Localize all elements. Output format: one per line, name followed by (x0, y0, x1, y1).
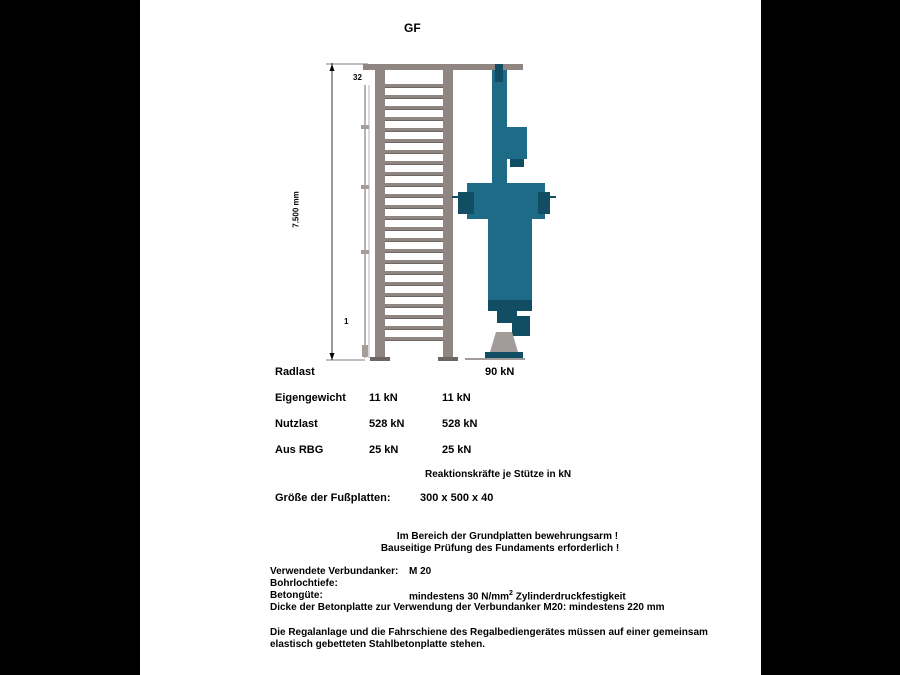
rack-shelf-shadow (385, 285, 443, 286)
rack-shelf-shadow (385, 98, 443, 99)
stacker-crane (452, 64, 556, 360)
rack-shelf-shadow (385, 274, 443, 275)
rack-shelf-shadow (385, 208, 443, 209)
rack-shelf-shadow (385, 241, 443, 242)
rack-shelf-shadow (385, 120, 443, 121)
rack-shelf-shadow (385, 164, 443, 165)
footplate-value: 300 x 500 x 40 (420, 492, 494, 504)
load-row-label: Eigengewicht (275, 392, 346, 404)
top-level-label: 32 (353, 73, 362, 82)
rack-shelf-shadow (385, 186, 443, 187)
load-row-col2: 528 kN (442, 418, 478, 430)
rack-shelf-shadow (385, 318, 443, 319)
rack-shelf-shadow (385, 219, 443, 220)
rack-shelf-shadow (385, 263, 443, 264)
rack-shelf-shadow (385, 296, 443, 297)
concrete-value: mindestens 30 $N/mm^2$ Zylinderdruckfestigkeit (409, 590, 626, 603)
notice-line-2: Bauseitige Prüfung des Fundaments erforderlich ! (380, 543, 620, 554)
radlast-label: Radlast (275, 366, 315, 378)
rack-shelf-shadow (385, 329, 443, 330)
rack-shelf-shadow (385, 142, 443, 143)
height-dimension (326, 63, 368, 360)
notice-line-1: Im Bereich der Grundplatten bewehrungsarm ! (396, 531, 619, 542)
drawing-title: GF (404, 21, 421, 35)
drill-depth-label: Bohrlochtiefe: (270, 578, 338, 589)
reaction-note: Reaktionskräfte je Stütze in kN (425, 469, 572, 480)
anchor-value: M 20 (409, 566, 432, 577)
rack-shelf-shadow (385, 109, 443, 110)
rack-shelf-shadow (385, 153, 443, 154)
footer-line-2: elastisch gebetteten Stahlbetonplatte stehen. (270, 639, 486, 650)
rack-shelf-shadow (385, 131, 443, 132)
load-row-col2: 25 kN (442, 444, 472, 456)
bottom-level-label: 1 (344, 317, 349, 326)
concrete-label: Betongüte: (270, 590, 323, 601)
load-row-label: Nutzlast (275, 418, 318, 430)
rack-shelf-shadow (385, 87, 443, 88)
load-row-label: Aus RBG (275, 444, 324, 456)
anchor-label: Verwendete Verbundanker: (270, 566, 399, 577)
footplate-label: Größe der Fußplatten: (275, 492, 391, 504)
rack-drawing (140, 0, 761, 370)
slide (140, 0, 761, 675)
load-row-col1: 25 kN (369, 444, 399, 456)
load-row-col1: 11 kN (369, 392, 398, 404)
height-dimension-label: 7.500 mm (291, 191, 301, 228)
rack-shelf-shadow (385, 230, 443, 231)
rack-shelf-shadow (385, 197, 443, 198)
rack-shelf-shadow (385, 340, 443, 341)
footer-line-1: Die Regalanlage und die Fahrschiene des Regalbediengerätes müssen auf einer gemeinsam (270, 627, 708, 638)
rack-shelf-shadow (385, 252, 443, 253)
load-row-col1: 528 kN (369, 418, 405, 430)
rack-shelf-shadow (385, 307, 443, 308)
ladder (361, 85, 369, 358)
load-row-col2: 11 kN (442, 392, 471, 404)
slab-thickness-line: Dicke der Betonplatte zur Verwendung der Verbundanker M20: mindestens 220 mm (270, 602, 665, 613)
rack-shelf-shadow (385, 175, 443, 176)
radlast-value: 90 kN (485, 366, 515, 378)
rack-shelves (385, 84, 443, 341)
